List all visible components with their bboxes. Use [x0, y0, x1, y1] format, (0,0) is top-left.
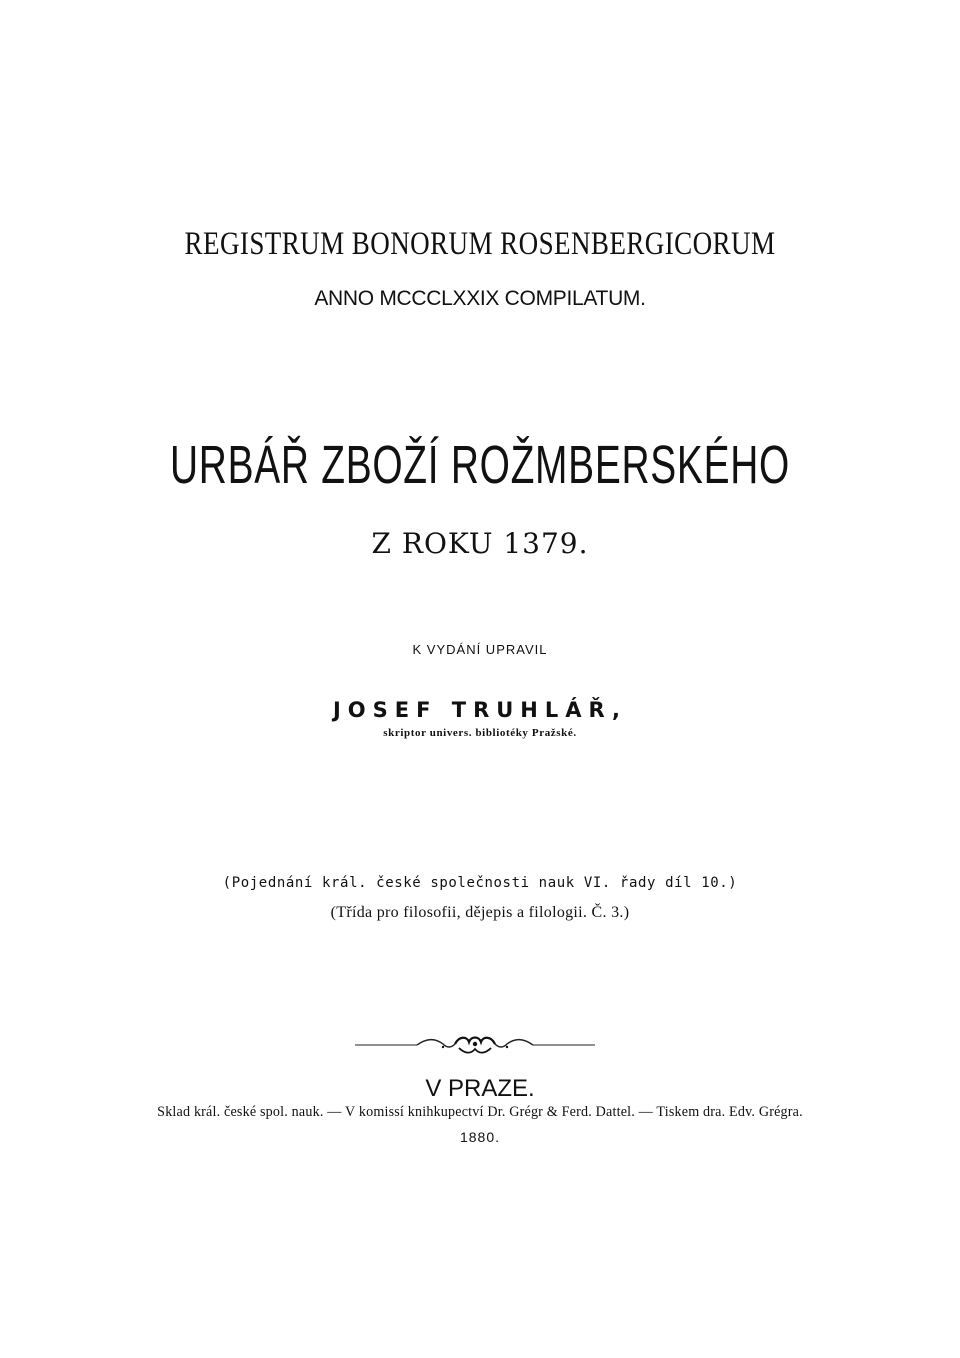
- year-line: Z ROKU 1379.: [371, 527, 589, 560]
- ornament-divider: [355, 1032, 595, 1058]
- publication-year: 1880.: [459, 1129, 501, 1145]
- editor-label: K VYDÁNÍ UPRAVIL: [412, 642, 548, 657]
- main-title: URBÁŘ ZBOŽÍ ROŽMBERSKÉHO: [170, 435, 790, 495]
- publisher-line: Sklad král. české spol. nauk. — V komissí knihkupectví Dr. Grégr & Ferd. Dattel. — Tiskem dra. Edv. Grégra.: [157, 1104, 803, 1120]
- series-line-1: (Pojednání král. české společnosti nauk VI. řady díl 10.): [222, 875, 738, 891]
- publication-place: V PRAZE.: [425, 1075, 535, 1102]
- editor-role: skriptor univers. bibliotéky Pražské.: [383, 727, 577, 739]
- latin-subtitle: ANNO MCCCLXXIX COMPILATUM.: [314, 287, 646, 310]
- latin-title: REGISTRUM BONORUM ROSENBERGICORUM: [184, 226, 776, 262]
- series-line-2: (Třída pro filosofii, dějepis a filologii. Č. 3.): [330, 904, 630, 921]
- editor-name: JOSEF TRUHLÁŘ,: [332, 698, 628, 722]
